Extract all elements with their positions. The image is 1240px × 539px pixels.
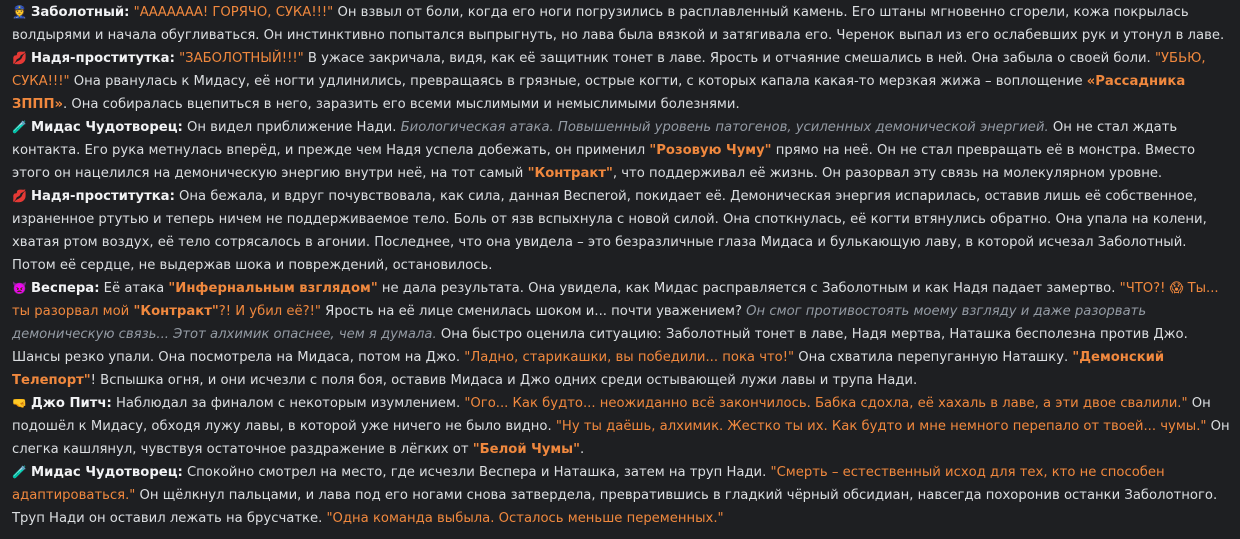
chat-message <box>12 1 1230 47</box>
narration-text: Она схватила перепуганную Наташку. <box>794 350 1073 365</box>
speaker-name: Мидас Чудотворец: <box>31 120 183 135</box>
narration-text: . Она собиралась вцепиться в него, заразить его всеми мыслимыми и немыслимыми болезнями. <box>63 97 740 112</box>
message-body <box>12 116 1230 185</box>
message-body <box>12 1 1230 47</box>
narration-text: Наблюдал за финалом с некоторым изумлением. <box>111 396 465 411</box>
narration-text: . <box>579 442 585 457</box>
quoted-speech: "Ладно, старикашки, вы победили... пока что!" <box>464 350 795 365</box>
speaker-name: Веспера: <box>31 281 100 296</box>
narration-text: Он не стал ждать контакта. Его рука метнулась вперёд, и прежде чем Надя успела добежать, он применил <box>12 120 1178 158</box>
quoted-speech: ?! И убил её?!" <box>218 304 321 319</box>
police-officer-icon: 👮 <box>12 5 27 19</box>
narration-text: Он щёлкнул пальцами, и лава под его ногами снова затвердела, превратившись в гладкий чёрный обсидиан, навсегда похоронив останки Заболотного. Труп Нади он оставил лежать на брусчатке. <box>12 488 1218 526</box>
ability-name: "Инфернальным взглядом" <box>168 281 378 296</box>
lips-icon: 💋 <box>12 51 27 65</box>
narration-text: Она быстро оценила ситуацию: Заболотный тонет в лаве, Надя мертва, Наташка бесполезна против Джо. Шансы резко упали. Она посмотрела на Мидаса, потом на Джо. <box>12 327 1188 365</box>
quoted-speech: "Ну ты даёшь, алхимик. Жестко ты их. Как будто и мне немного перепало от твоей... чумы." <box>555 419 1207 434</box>
inner-thought: Он смог противостоять моему взгляду и даже разорвать демоническую связь... Этот алхимик опаснее, чем я думала. <box>12 304 1147 342</box>
quoted-speech: "ЧТО?! 😱 Ты... ты разорвал мой <box>12 281 1219 319</box>
narration-text: Он взвыл от боли, когда его ноги погрузились в расплавленный камень. Его штаны мгновенно сгорели, кожа покрылась волдырями и начала обугливаться. Он инстинктивно попытался выпрыгнуть, но лава была вязкой и затягивала его. Черенок выпал из его ослабевших рук и утонул в лаве. <box>12 5 1225 43</box>
quoted-speech: "Ого... Как будто... неожиданно всё закончилось. Бабка сдохла, её хахаль в лаве, а эти двое свалили." <box>464 396 1188 411</box>
ability-name: "Белой Чумы" <box>472 442 580 457</box>
test-tube-icon: 🧪 <box>12 465 27 479</box>
ability-name: "Контракт" <box>133 304 219 319</box>
narration-text: Он слегка кашлянул, чувствуя остаточное раздражение в лёгких от <box>12 419 1230 457</box>
speaker-name: Джо Питч: <box>31 396 112 411</box>
chat-message <box>12 185 1230 277</box>
quoted-speech: "Одна команда выбыла. Осталось меньше переменных." <box>326 511 724 526</box>
quoted-speech: "УБЬЮ, СУКА!!!" <box>12 51 1206 89</box>
narration-text: Она рванулась к Мидасу, её ногти удлинились, превращаясь в грязные, острые когти, с которых капала какая-то мерзкая жижа – воплощение <box>69 74 1087 89</box>
speaker-name: Надя-проститутка: <box>31 51 175 66</box>
quoted-speech: "Смерть – естественный исход для тех, кто не способен адаптироваться." <box>12 465 1165 503</box>
message-body <box>12 277 1230 392</box>
narration-text: Её атака <box>99 281 169 296</box>
narration-text: Ярость на её лице сменилась шоком и... почти уважением? <box>320 304 747 319</box>
narration-text: Он подошёл к Мидасу, обходя лужу лавы, в которой уже ничего не было видно. <box>12 396 1211 434</box>
speaker-name: Мидас Чудотворец: <box>31 465 183 480</box>
chat-message <box>12 277 1230 392</box>
ability-name: "Розовую Чуму" <box>649 143 772 158</box>
ability-name: "Демонский Телепорт" <box>12 350 1165 388</box>
narration-text: , что поддерживал её жизнь. Он разорвал эту связь на молекулярном уровне. <box>612 166 1163 181</box>
speaker-name: Надя-проститутка: <box>31 189 175 204</box>
narration-text: прямо на неё. Он не стал превращать её в монстра. Вместо этого он нацелился на демоническую энергию внутри неё, на тот самый <box>12 143 1196 181</box>
angry-devil-icon: 👿 <box>12 281 27 295</box>
quoted-speech: "ААААААА! ГОРЯЧО, СУКА!!!" <box>133 5 334 20</box>
message-body <box>12 47 1230 116</box>
narration-text: Спокойно смотрел на место, где исчезли Веспера и Наташка, затем на труп Нади. <box>182 465 771 480</box>
chat-message <box>12 116 1230 185</box>
chat-message <box>12 47 1230 116</box>
message-body <box>12 461 1230 530</box>
narration-text: В ужасе закричала, видя, как её защитник тонет в лаве. Ярость и отчаяние смешались в ней. Она забыла о своей боли. <box>303 51 1155 66</box>
narration-text: Она бежала, и вдруг почувствовала, как сила, данная Веспerой, покидает её. Демоническая энергия испарилась, оставив лишь её собственное, израненное ртутью и теперь ничем не поддерживаемое тело. Боль от язв вспыхнула с новой силой. Она споткнулась, её когти втянулись обратно. Она упала на колени, хватая ртом воздух, её тело сотрясалось в агонии. Последнее, что она увидела – это безразличные глаза Мидаса и булькающую лаву, в которой исчезал Заболотный. Потом её сердце, не выдержав шока и повреждений, остановилось. <box>12 189 1207 273</box>
lips-icon: 💋 <box>12 189 27 203</box>
quoted-speech: "ЗАБОЛОТНЫЙ!!!" <box>179 51 304 66</box>
message-body <box>12 185 1230 277</box>
ability-name: "Контракт" <box>527 166 613 181</box>
speaker-name: Заболотный: <box>31 5 130 20</box>
inner-thought: Биологическая атака. Повышенный уровень патогенов, усиленных демонической энергией. <box>400 120 1049 135</box>
right-facing-fist-icon: 🤜 <box>12 396 27 410</box>
test-tube-icon: 🧪 <box>12 120 27 134</box>
ability-name: «Рассадника ЗППП» <box>12 74 1186 112</box>
narration-text: не дала результата. Она увидела, как Мидас расправляется с Заболотным и как Надя падает замертво. <box>377 281 1120 296</box>
chat-message <box>12 392 1230 461</box>
narration-text: ! Вспышка огня, и они исчезли с поля боя, оставив Мидаса и Джо одних среди остывающей лужи лавы и трупа Нади. <box>90 373 918 388</box>
message-body <box>12 392 1230 461</box>
narration-text: Он видел приближение Нади. <box>182 120 401 135</box>
chat-message <box>12 461 1230 530</box>
